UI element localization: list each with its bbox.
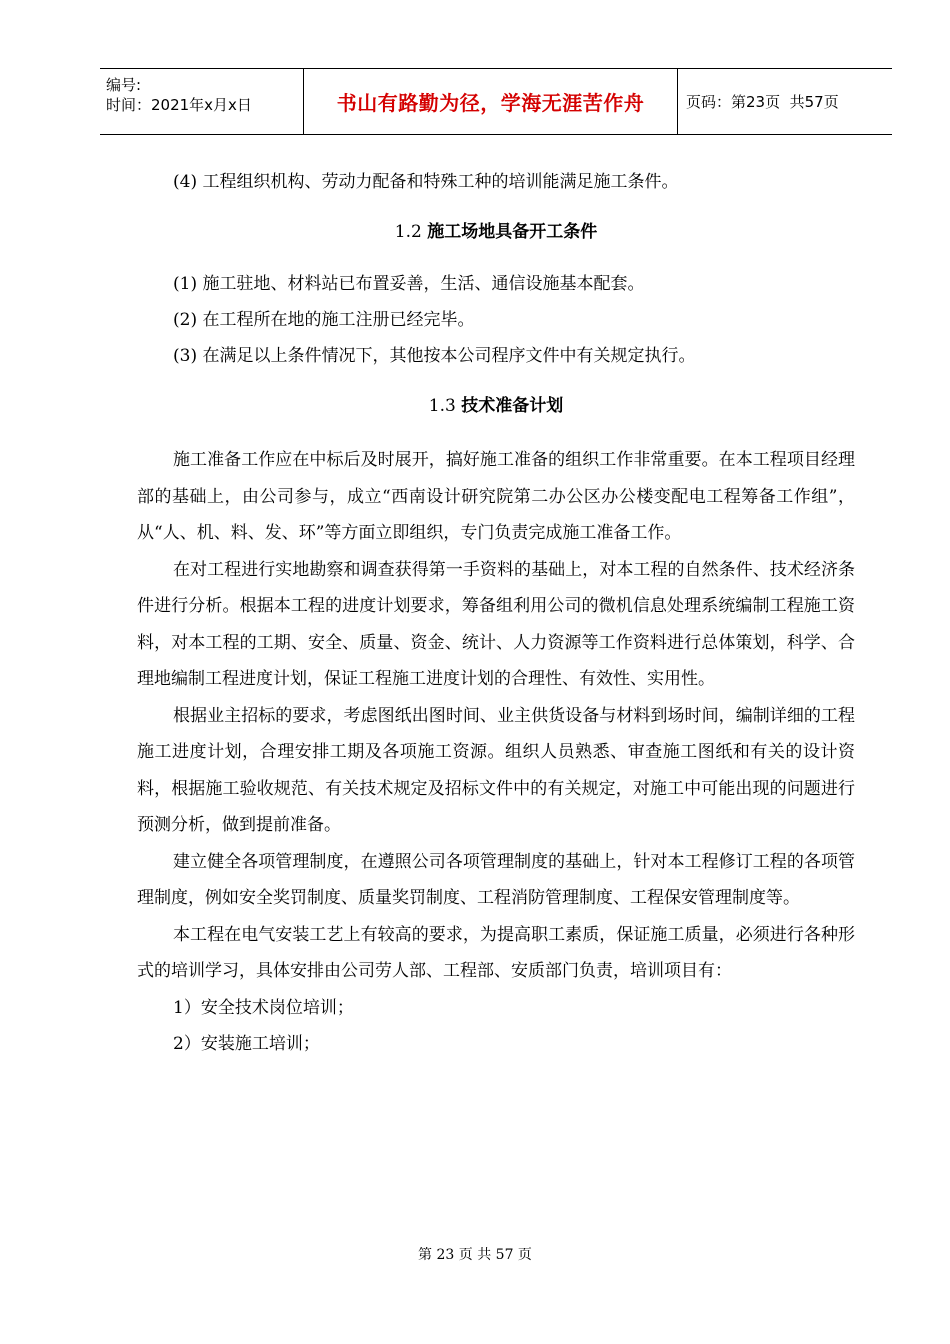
list-item: (3) 在满足以上条件情况下，其他按本公司程序文件中有关规定执行。 [173, 346, 696, 366]
document-body [137, 166, 855, 1063]
list-item: 1）安全技术岗位培训； [173, 997, 354, 1018]
section-title: 技术准备计划 [461, 396, 564, 416]
header-meta [100, 69, 304, 134]
paragraph: 根据业主招标的要求，考虑图纸出图时间、业主供货设备与材料到场时间，编制详细的工程施工进度计划，合理安排工期及各项施工资源。组织人员熟悉、审查施工图纸和有关的设计资料，根据施工验收规范、有关技术规定及招标文件中的有关规定，对施工中可能出现的问题进行预测分析，做到提前准备。 [137, 705, 855, 835]
list-item: (1) 施工驻地、材料站已布置妥善，生活、通信设施基本配套。 [173, 274, 645, 294]
code-label: 编号: [106, 76, 142, 94]
list-item: (4) 工程组织机构、劳动力配备和特殊工种的培训能满足施工条件。 [173, 172, 679, 192]
header-page-info: 页码：第23页 共57页 [686, 93, 839, 111]
paragraph: 本工程在电气安装工艺上有较高的要求，为提高职工素质，保证施工质量，必须进行各种形式的培训学习，具体安排由公司劳人部、工程部、安质部门负责，培训项目有： [137, 924, 855, 981]
paragraph: 在对工程进行实地勘察和调查获得第一手资料的基础上，对本工程的自然条件、技术经济条件进行分析。根据本工程的进度计划要求，筹备组利用公司的微机信息处理系统编制工程施工资料，对本工程的工期、安全、质量、资金、统计、人力资源等工作资料进行总体策划，科学、合理地编制工程进度计划，保证工程施工进度计划的合理性、有效性、实用性。 [137, 559, 855, 689]
section-heading-1-3 [137, 390, 855, 422]
page-header [100, 68, 892, 135]
time-label: 时间：2021年x月x日 [106, 96, 252, 114]
list-item: (2) 在工程所在地的施工注册已经完毕。 [173, 310, 475, 330]
section-number: 1.2 [394, 222, 422, 242]
page-footer: 第 23 页 共 57 页 [418, 1247, 532, 1263]
paragraph: 建立健全各项管理制度，在遵照公司各项管理制度的基础上，针对本工程修订工程的各项管理制度，例如安全奖罚制度、质量奖罚制度、工程消防管理制度、工程保安管理制度等。 [137, 851, 855, 908]
section-number: 1.3 [428, 396, 456, 416]
header-motto: 书山有路勤为径，学海无涯苦作舟 [304, 69, 678, 134]
list-item: 2）安装施工培训； [173, 1034, 320, 1054]
paragraph: 施工准备工作应在中标后及时展开，搞好施工准备的组织工作非常重要。在本工程项目经理部的基础上，由公司参与，成立“西南设计研究院第二办公区办公楼变配电工程筹备工作组”，从“人、机、料、发、环”等方面立即组织，专门负责完成施工准备工作。 [137, 450, 855, 543]
section-title: 施工场地具备开工条件 [427, 222, 598, 242]
section-heading-1-2 [137, 216, 855, 248]
